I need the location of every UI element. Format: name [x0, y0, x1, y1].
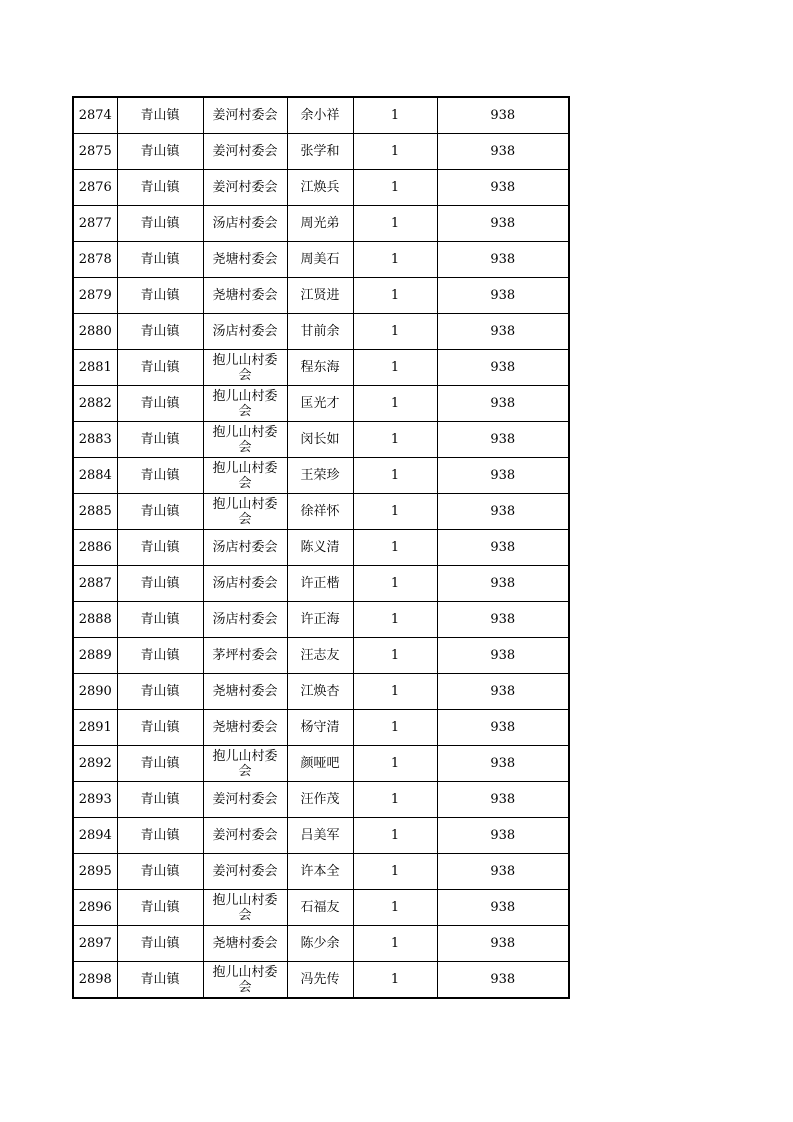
- table-row: [73, 890, 569, 926]
- amount-cell: 938: [437, 962, 569, 999]
- count-cell: 1: [353, 638, 437, 674]
- table-row: [73, 638, 569, 674]
- row-number-cell: 2876: [73, 170, 117, 206]
- village-cell: 姜河村委会: [203, 97, 287, 134]
- count-cell: 1: [353, 422, 437, 458]
- name-cell: 冯先传: [287, 962, 353, 999]
- count-cell: 1: [353, 278, 437, 314]
- town-cell: 青山镇: [117, 602, 203, 638]
- table-row: [73, 926, 569, 962]
- village-cell: 尧塘村委会: [203, 926, 287, 962]
- row-number-cell: 2880: [73, 314, 117, 350]
- amount-cell: 938: [437, 638, 569, 674]
- row-number-cell: 2889: [73, 638, 117, 674]
- village-cell: 尧塘村委会: [203, 242, 287, 278]
- name-cell: 汪作茂: [287, 782, 353, 818]
- town-cell: 青山镇: [117, 278, 203, 314]
- row-number-cell: 2877: [73, 206, 117, 242]
- table-row: [73, 170, 569, 206]
- town-cell: 青山镇: [117, 746, 203, 782]
- town-cell: 青山镇: [117, 242, 203, 278]
- amount-cell: 938: [437, 97, 569, 134]
- amount-cell: 938: [437, 530, 569, 566]
- row-number-cell: 2875: [73, 134, 117, 170]
- table-row: [73, 242, 569, 278]
- count-cell: 1: [353, 386, 437, 422]
- row-number-cell: 2874: [73, 97, 117, 134]
- table-row: [73, 206, 569, 242]
- count-cell: 1: [353, 818, 437, 854]
- town-cell: 青山镇: [117, 854, 203, 890]
- count-cell: 1: [353, 710, 437, 746]
- table-row: [73, 134, 569, 170]
- village-cell: 茅坪村委会: [203, 638, 287, 674]
- name-cell: 吕美军: [287, 818, 353, 854]
- town-cell: 青山镇: [117, 638, 203, 674]
- count-cell: 1: [353, 494, 437, 530]
- village-cell: 抱儿山村委会: [203, 422, 287, 458]
- table-row: [73, 458, 569, 494]
- amount-cell: 938: [437, 494, 569, 530]
- village-cell: 汤店村委会: [203, 530, 287, 566]
- name-cell: 江贤进: [287, 278, 353, 314]
- village-cell: 尧塘村委会: [203, 710, 287, 746]
- row-number-cell: 2879: [73, 278, 117, 314]
- row-number-cell: 2884: [73, 458, 117, 494]
- row-number-cell: 2885: [73, 494, 117, 530]
- name-cell: 张学和: [287, 134, 353, 170]
- name-cell: 许本全: [287, 854, 353, 890]
- town-cell: 青山镇: [117, 530, 203, 566]
- village-cell: 姜河村委会: [203, 134, 287, 170]
- village-cell: 汤店村委会: [203, 566, 287, 602]
- row-number-cell: 2882: [73, 386, 117, 422]
- name-cell: 周美石: [287, 242, 353, 278]
- amount-cell: 938: [437, 818, 569, 854]
- village-cell: 抱儿山村委会: [203, 386, 287, 422]
- count-cell: 1: [353, 350, 437, 386]
- name-cell: 王荣珍: [287, 458, 353, 494]
- name-cell: 陈义清: [287, 530, 353, 566]
- town-cell: 青山镇: [117, 890, 203, 926]
- table-row: [73, 818, 569, 854]
- count-cell: 1: [353, 854, 437, 890]
- name-cell: 徐祥怀: [287, 494, 353, 530]
- town-cell: 青山镇: [117, 350, 203, 386]
- table-row: [73, 97, 569, 134]
- table-row: [73, 746, 569, 782]
- village-cell: 姜河村委会: [203, 854, 287, 890]
- name-cell: 闵长如: [287, 422, 353, 458]
- name-cell: 杨守清: [287, 710, 353, 746]
- town-cell: 青山镇: [117, 962, 203, 999]
- data-table: [72, 96, 570, 999]
- table-row: [73, 350, 569, 386]
- amount-cell: 938: [437, 242, 569, 278]
- table-row: [73, 710, 569, 746]
- amount-cell: 938: [437, 350, 569, 386]
- amount-cell: 938: [437, 926, 569, 962]
- village-cell: 抱儿山村委会: [203, 962, 287, 999]
- count-cell: 1: [353, 314, 437, 350]
- amount-cell: 938: [437, 422, 569, 458]
- table-row: [73, 782, 569, 818]
- table-row: [73, 962, 569, 999]
- table-row: [73, 530, 569, 566]
- town-cell: 青山镇: [117, 314, 203, 350]
- village-cell: 抱儿山村委会: [203, 890, 287, 926]
- count-cell: 1: [353, 674, 437, 710]
- town-cell: 青山镇: [117, 97, 203, 134]
- name-cell: 江焕兵: [287, 170, 353, 206]
- row-number-cell: 2883: [73, 422, 117, 458]
- row-number-cell: 2891: [73, 710, 117, 746]
- town-cell: 青山镇: [117, 386, 203, 422]
- amount-cell: 938: [437, 458, 569, 494]
- village-cell: 抱儿山村委会: [203, 458, 287, 494]
- table-row: [73, 278, 569, 314]
- row-number-cell: 2881: [73, 350, 117, 386]
- count-cell: 1: [353, 566, 437, 602]
- name-cell: 许正楷: [287, 566, 353, 602]
- amount-cell: 938: [437, 674, 569, 710]
- count-cell: 1: [353, 602, 437, 638]
- amount-cell: 938: [437, 746, 569, 782]
- row-number-cell: 2888: [73, 602, 117, 638]
- amount-cell: 938: [437, 134, 569, 170]
- village-cell: 姜河村委会: [203, 818, 287, 854]
- table-row: [73, 674, 569, 710]
- row-number-cell: 2898: [73, 962, 117, 999]
- count-cell: 1: [353, 242, 437, 278]
- count-cell: 1: [353, 458, 437, 494]
- town-cell: 青山镇: [117, 458, 203, 494]
- table-row: [73, 422, 569, 458]
- name-cell: 周光弟: [287, 206, 353, 242]
- row-number-cell: 2893: [73, 782, 117, 818]
- village-cell: 姜河村委会: [203, 170, 287, 206]
- village-cell: 姜河村委会: [203, 782, 287, 818]
- town-cell: 青山镇: [117, 170, 203, 206]
- town-cell: 青山镇: [117, 782, 203, 818]
- village-cell: 尧塘村委会: [203, 674, 287, 710]
- table-row: [73, 386, 569, 422]
- town-cell: 青山镇: [117, 710, 203, 746]
- name-cell: 颜哑吧: [287, 746, 353, 782]
- town-cell: 青山镇: [117, 566, 203, 602]
- row-number-cell: 2897: [73, 926, 117, 962]
- village-cell: 抱儿山村委会: [203, 494, 287, 530]
- village-cell: 抱儿山村委会: [203, 350, 287, 386]
- name-cell: 许正海: [287, 602, 353, 638]
- count-cell: 1: [353, 782, 437, 818]
- count-cell: 1: [353, 890, 437, 926]
- amount-cell: 938: [437, 278, 569, 314]
- count-cell: 1: [353, 926, 437, 962]
- amount-cell: 938: [437, 314, 569, 350]
- town-cell: 青山镇: [117, 818, 203, 854]
- table-row: [73, 854, 569, 890]
- village-cell: 抱儿山村委会: [203, 746, 287, 782]
- amount-cell: 938: [437, 710, 569, 746]
- town-cell: 青山镇: [117, 494, 203, 530]
- amount-cell: 938: [437, 170, 569, 206]
- town-cell: 青山镇: [117, 422, 203, 458]
- count-cell: 1: [353, 746, 437, 782]
- name-cell: 陈少余: [287, 926, 353, 962]
- amount-cell: 938: [437, 890, 569, 926]
- row-number-cell: 2890: [73, 674, 117, 710]
- town-cell: 青山镇: [117, 674, 203, 710]
- table-body: [73, 97, 569, 998]
- row-number-cell: 2895: [73, 854, 117, 890]
- village-cell: 汤店村委会: [203, 602, 287, 638]
- amount-cell: 938: [437, 602, 569, 638]
- row-number-cell: 2894: [73, 818, 117, 854]
- village-cell: 尧塘村委会: [203, 278, 287, 314]
- name-cell: 匡光才: [287, 386, 353, 422]
- amount-cell: 938: [437, 782, 569, 818]
- row-number-cell: 2892: [73, 746, 117, 782]
- row-number-cell: 2887: [73, 566, 117, 602]
- name-cell: 汪志友: [287, 638, 353, 674]
- name-cell: 甘前余: [287, 314, 353, 350]
- row-number-cell: 2878: [73, 242, 117, 278]
- name-cell: 程东海: [287, 350, 353, 386]
- amount-cell: 938: [437, 206, 569, 242]
- village-cell: 汤店村委会: [203, 206, 287, 242]
- count-cell: 1: [353, 206, 437, 242]
- name-cell: 余小祥: [287, 97, 353, 134]
- name-cell: 石福友: [287, 890, 353, 926]
- table-row: [73, 602, 569, 638]
- village-cell: 汤店村委会: [203, 314, 287, 350]
- table-row: [73, 566, 569, 602]
- row-number-cell: 2886: [73, 530, 117, 566]
- table-row: [73, 494, 569, 530]
- count-cell: 1: [353, 530, 437, 566]
- table-row: [73, 314, 569, 350]
- town-cell: 青山镇: [117, 134, 203, 170]
- count-cell: 1: [353, 962, 437, 999]
- amount-cell: 938: [437, 854, 569, 890]
- town-cell: 青山镇: [117, 926, 203, 962]
- count-cell: 1: [353, 97, 437, 134]
- count-cell: 1: [353, 170, 437, 206]
- town-cell: 青山镇: [117, 206, 203, 242]
- amount-cell: 938: [437, 386, 569, 422]
- amount-cell: 938: [437, 566, 569, 602]
- name-cell: 江焕杏: [287, 674, 353, 710]
- count-cell: 1: [353, 134, 437, 170]
- row-number-cell: 2896: [73, 890, 117, 926]
